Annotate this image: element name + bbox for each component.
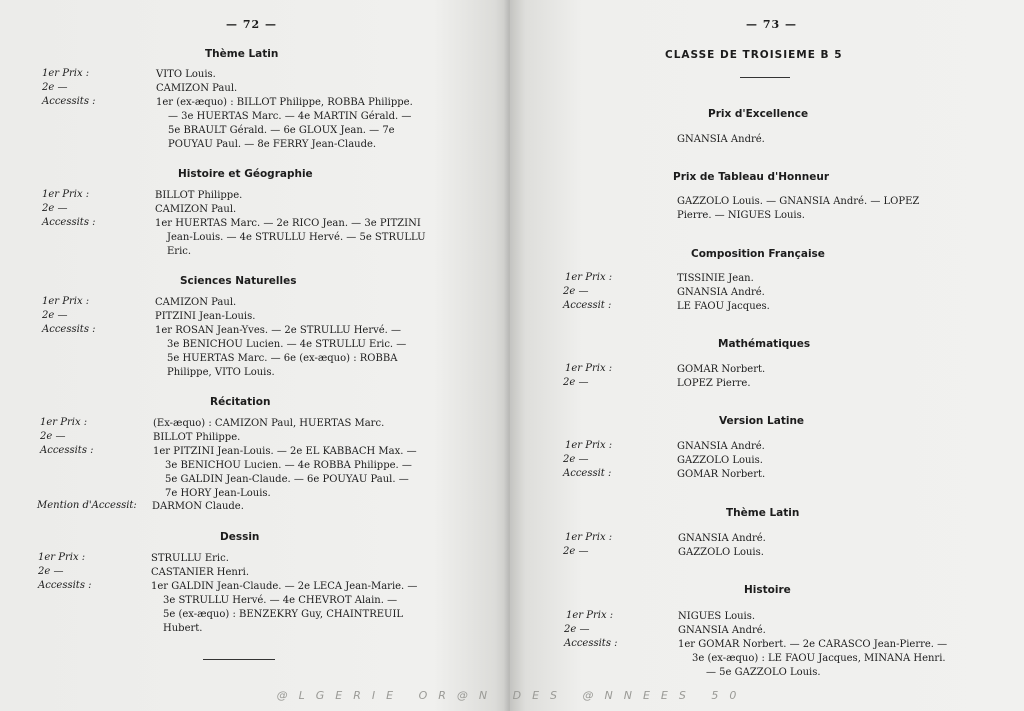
right-page bbox=[510, 0, 1024, 711]
end-rule bbox=[203, 659, 275, 660]
prix1-value: BILLOT Philippe. bbox=[155, 190, 243, 201]
prix1-label: 1er Prix : bbox=[42, 296, 90, 307]
class-title: CLASSE DE TROISIEME B 5 bbox=[665, 49, 843, 61]
prix2-label: 2e — bbox=[42, 310, 68, 321]
heading-theme-latin: Thème Latin bbox=[205, 48, 279, 60]
accessits-line: Philippe, VITO Louis. bbox=[167, 367, 275, 378]
accessits-label: Accessits : bbox=[564, 638, 618, 649]
excellence-value: GNANSIA André. bbox=[677, 134, 765, 145]
watermark: @LGERIE OR@N DES @NNEES 50 bbox=[276, 689, 748, 702]
prix2-label: 2e — bbox=[563, 377, 589, 388]
prix1-value: CAMIZON Paul. bbox=[155, 297, 237, 308]
prix2-label: 2e — bbox=[563, 546, 589, 557]
prix1-value: GOMAR Norbert. bbox=[677, 364, 766, 375]
prix2-label: 2e — bbox=[563, 454, 589, 465]
prix1-value: (Ex-æquo) : CAMIZON Paul, HUERTAS Marc. bbox=[153, 418, 385, 429]
prix2-value: GAZZOLO Louis. bbox=[678, 547, 764, 558]
prix2-label: 2e — bbox=[38, 566, 64, 577]
accessits-line: 1er GOMAR Norbert. — 2e CARASCO Jean-Pierre. — bbox=[678, 639, 948, 650]
title-rule bbox=[740, 77, 790, 78]
heading-recitation: Récitation bbox=[210, 396, 271, 408]
accessits-label: Accessits : bbox=[38, 580, 92, 591]
prix2-value: LOPEZ Pierre. bbox=[677, 378, 751, 389]
prix2-label: 2e — bbox=[40, 431, 66, 442]
accessits-line: 1er GALDIN Jean-Claude. — 2e LECA Jean-Marie. — bbox=[151, 581, 418, 592]
prix1-label: 1er Prix : bbox=[42, 68, 90, 79]
prix1-label: 1er Prix : bbox=[42, 189, 90, 200]
accessits-line: 5e (ex-æquo) : BENZEKRY Guy, CHAINTREUIL bbox=[163, 609, 404, 620]
prix2-value: CAMIZON Paul. bbox=[156, 83, 238, 94]
prix2-value: CASTANIER Henri. bbox=[151, 567, 250, 578]
tableau-line: Pierre. — NIGUES Louis. bbox=[677, 210, 805, 221]
accessit-value: GOMAR Norbert. bbox=[677, 469, 766, 480]
prix2-value: GAZZOLO Louis. bbox=[677, 455, 763, 466]
tableau-line: GAZZOLO Louis. — GNANSIA André. — LOPEZ bbox=[677, 196, 920, 207]
page-number-73: — 73 — bbox=[746, 18, 797, 31]
prix1-label: 1er Prix : bbox=[40, 417, 88, 428]
heading-sciences-naturelles: Sciences Naturelles bbox=[180, 275, 297, 287]
accessits-label: Accessits : bbox=[42, 96, 96, 107]
prix2-value: GNANSIA André. bbox=[677, 287, 765, 298]
prix1-value: TISSINIE Jean. bbox=[677, 273, 754, 284]
accessits-label: Accessits : bbox=[40, 445, 94, 456]
accessits-line: 1er ROSAN Jean-Yves. — 2e STRULLU Hervé. — bbox=[155, 325, 402, 336]
accessits-line: 1er (ex-æquo) : BILLOT Philippe, ROBBA Philippe. bbox=[156, 97, 413, 108]
prix2-label: 2e — bbox=[42, 82, 68, 93]
accessit-value: LE FAOU Jacques. bbox=[677, 301, 770, 312]
heading-excellence: Prix d'Excellence bbox=[708, 108, 809, 120]
prix2-label: 2e — bbox=[42, 203, 68, 214]
prix1-value: VITO Louis. bbox=[156, 69, 216, 80]
accessits-line: 5e GALDIN Jean-Claude. — 6e POUYAU Paul. — bbox=[165, 474, 409, 485]
mention-accessit-value: DARMON Claude. bbox=[152, 501, 244, 512]
accessits-line: 3e (ex-æquo) : LE FAOU Jacques, MINANA Henri. bbox=[692, 653, 946, 664]
accessits-line: 3e BENICHOU Lucien. — 4e STRULLU Eric. — bbox=[167, 339, 407, 350]
prix2-label: 2e — bbox=[563, 286, 589, 297]
accessits-line: 3e BENICHOU Lucien. — 4e ROBBA Philippe. — bbox=[165, 460, 412, 471]
heading-mathematiques: Mathématiques bbox=[718, 338, 811, 350]
heading-composition: Composition Française bbox=[691, 248, 825, 260]
heading-version-latine: Version Latine bbox=[719, 415, 805, 427]
heading-tableau-honneur: Prix de Tableau d'Honneur bbox=[673, 171, 829, 183]
prix2-value: CAMIZON Paul. bbox=[155, 204, 237, 215]
prix1-label: 1er Prix : bbox=[565, 363, 613, 374]
prix1-value: STRULLU Eric. bbox=[151, 553, 229, 564]
heading-theme-latin: Thème Latin bbox=[726, 507, 800, 519]
prix2-value: BILLOT Philippe. bbox=[153, 432, 241, 443]
heading-histoire-geographie: Histoire et Géographie bbox=[178, 168, 313, 180]
accessits-line: 1er HUERTAS Marc. — 2e RICO Jean. — 3e PITZINI bbox=[155, 218, 421, 229]
prix2-value: GNANSIA André. bbox=[678, 625, 766, 636]
accessits-line: 7e HORY Jean-Louis. bbox=[165, 488, 271, 499]
left-page bbox=[0, 0, 510, 711]
prix1-label: 1er Prix : bbox=[566, 610, 614, 621]
accessits-line: 5e HUERTAS Marc. — 6e (ex-æquo) : ROBBA bbox=[167, 353, 398, 364]
accessits-line: Eric. bbox=[167, 246, 192, 257]
accessits-line: Hubert. bbox=[163, 623, 203, 634]
heading-dessin: Dessin bbox=[220, 531, 260, 543]
prix1-label: 1er Prix : bbox=[565, 272, 613, 283]
prix1-label: 1er Prix : bbox=[565, 532, 613, 543]
accessits-line: 1er PITZINI Jean-Louis. — 2e EL KABBACH Max. — bbox=[153, 446, 417, 457]
accessits-line: — 5e GAZZOLO Louis. bbox=[706, 667, 821, 678]
prix1-label: 1er Prix : bbox=[38, 552, 86, 563]
prix1-value: GNANSIA André. bbox=[677, 441, 765, 452]
prix2-value: PITZINI Jean-Louis. bbox=[155, 311, 256, 322]
accessits-line: 3e STRULLU Hervé. — 4e CHEVROT Alain. — bbox=[163, 595, 398, 606]
prix2-label: 2e — bbox=[564, 624, 590, 635]
accessits-line: POUYAU Paul. — 8e FERRY Jean-Claude. bbox=[168, 139, 377, 150]
accessit-label: Accessit : bbox=[563, 468, 612, 479]
accessits-label: Accessits : bbox=[42, 217, 96, 228]
prix1-label: 1er Prix : bbox=[565, 440, 613, 451]
heading-histoire: Histoire bbox=[744, 584, 791, 596]
accessits-line: — 3e HUERTAS Marc. — 4e MARTIN Gérald. — bbox=[168, 111, 412, 122]
prix1-value: NIGUES Louis. bbox=[678, 611, 756, 622]
prix1-value: GNANSIA André. bbox=[678, 533, 766, 544]
accessits-line: Jean-Louis. — 4e STRULLU Hervé. — 5e STRULLU bbox=[167, 232, 426, 243]
accessit-label: Accessit : bbox=[563, 300, 612, 311]
mention-accessit-label: Mention d'Accessit: bbox=[37, 500, 137, 511]
page-number-72: — 72 — bbox=[226, 18, 277, 31]
accessits-label: Accessits : bbox=[42, 324, 96, 335]
accessits-line: 5e BRAULT Gérald. — 6e GLOUX Jean. — 7e bbox=[168, 125, 395, 136]
